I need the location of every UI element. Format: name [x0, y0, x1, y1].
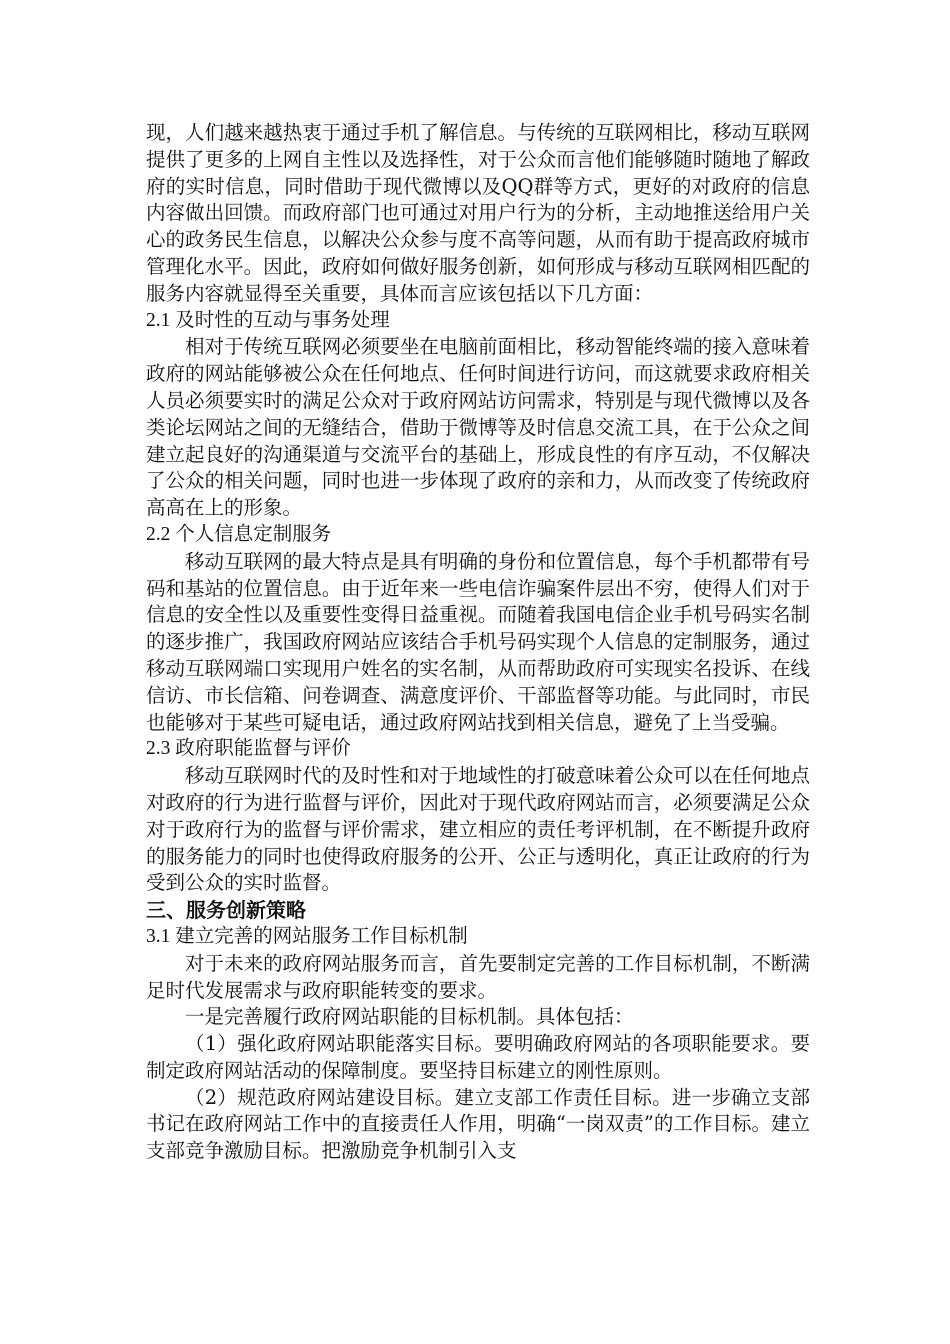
heading-2-2: 2.2 个人信息定制服务 [146, 523, 332, 545]
paragraph-3-1-item-one: 一是完善履行政府网站职能的目标机制。具体包括： [185, 1005, 634, 1029]
paragraph-intro: 现，人们越来越热衷于通过手机了解信息。与传统的互联网相比，移动互联网提供了更多的上网自主性以及选择性，对于公众而言他们能够随时随地了解政府的实时信息，同时借助于现代微博以及QQ群等方式，更好的对政府的信息内容做出回馈。而政府部门也可通过对用户行为的分析，主动地推送给用户关心的政务民生信息，以解决公众参与度不高等问题，从而有助于提高政府城市管理化水平。因此，政府如何做好服务创新，如何形成与移动互联网相匹配的服务内容就显得至关重要，具体而言应该包括以下几方面： [146, 121, 810, 305]
paragraph-2-3: 移动互联网时代的及时性和对于地域性的打破意味着公众可以在任何地点对政府的行为进行监督与评价，因此对于现代政府网站而言，必须要满足公众对于政府行为的监督与评价需求，建立相应的责任考评机制，在不断提升政府的服务能力的同时也使得政府服务的公开、公正与透明化，真正让政府的行为受到公众的实时监督。 [146, 764, 810, 895]
heading-section-3: 三、服务创新策略 [146, 898, 306, 923]
paragraph-2-1: 相对于传统互联网必须要坐在电脑前面相比，移动智能终端的接入意味着政府的网站能够被公众在任何地点、任何时间进行访问，而这就要求政府相关人员必须要实时的满足公众对于政府网站访问需求，特别是与现代微博以及各类论坛网站之间的无缝结合，借助于微博等及时信息交流工具，在于公众之间建立起良好的沟通渠道与交流平台的基础上，形成良性的有序互动，不仅解决了公众的相关问题，同时也进一步体现了政府的亲和力，从而改变了传统政府高高在上的形象。 [146, 335, 810, 520]
paragraph-3-1-point-1: （1）强化政府网站职能落实目标。要明确政府网站的各项职能要求。要制定政府网站活动的保障制度。要坚持目标建立的刚性原则。 [146, 1032, 810, 1082]
paragraph-2-2: 移动互联网的最大特点是具有明确的身份和位置信息，每个手机都带有号码和基站的位置信息。由于近年来一些电信诈骗案件层出不穷，使得人们对于信息的安全性以及重要性变得日益重视。而随着我国电信企业手机号码实名制的逐步推广，我国政府网站应该结合手机号码实现个人信息的定制服务，通过移动互联网端口实现用户姓名的实名制，从而帮助政府可实现实名投诉、在线信访、市长信箱、问卷调查、满意度评价、干部监督等功能。与此同时，市民也能够对于某些可疑电话，通过政府网站找到相关信息，避免了上当受骗。 [146, 549, 810, 734]
paragraph-3-1-point-2: （2）规范政府网站建设目标。建立支部工作责任目标。进一步确立支部书记在政府网站工作中的直接责任人作用，明确“一岗双责”的工作目标。建立支部竞争激励目标。把激励竞争机制引入支 [146, 1085, 810, 1163]
document-body [146, 120, 810, 1165]
heading-2-3: 2.3 政府职能监督与评价 [146, 738, 351, 760]
heading-2-1: 2.1 及时性的互动与事务处理 [146, 309, 390, 331]
heading-3-1: 3.1 建立完善的网站服务工作目标机制 [146, 925, 468, 947]
paragraph-3-1-intro: 对于未来的政府网站服务而言，首先要制定完善的工作目标机制，不断满足时代发展需求与政府职能转变的要求。 [146, 951, 810, 1002]
